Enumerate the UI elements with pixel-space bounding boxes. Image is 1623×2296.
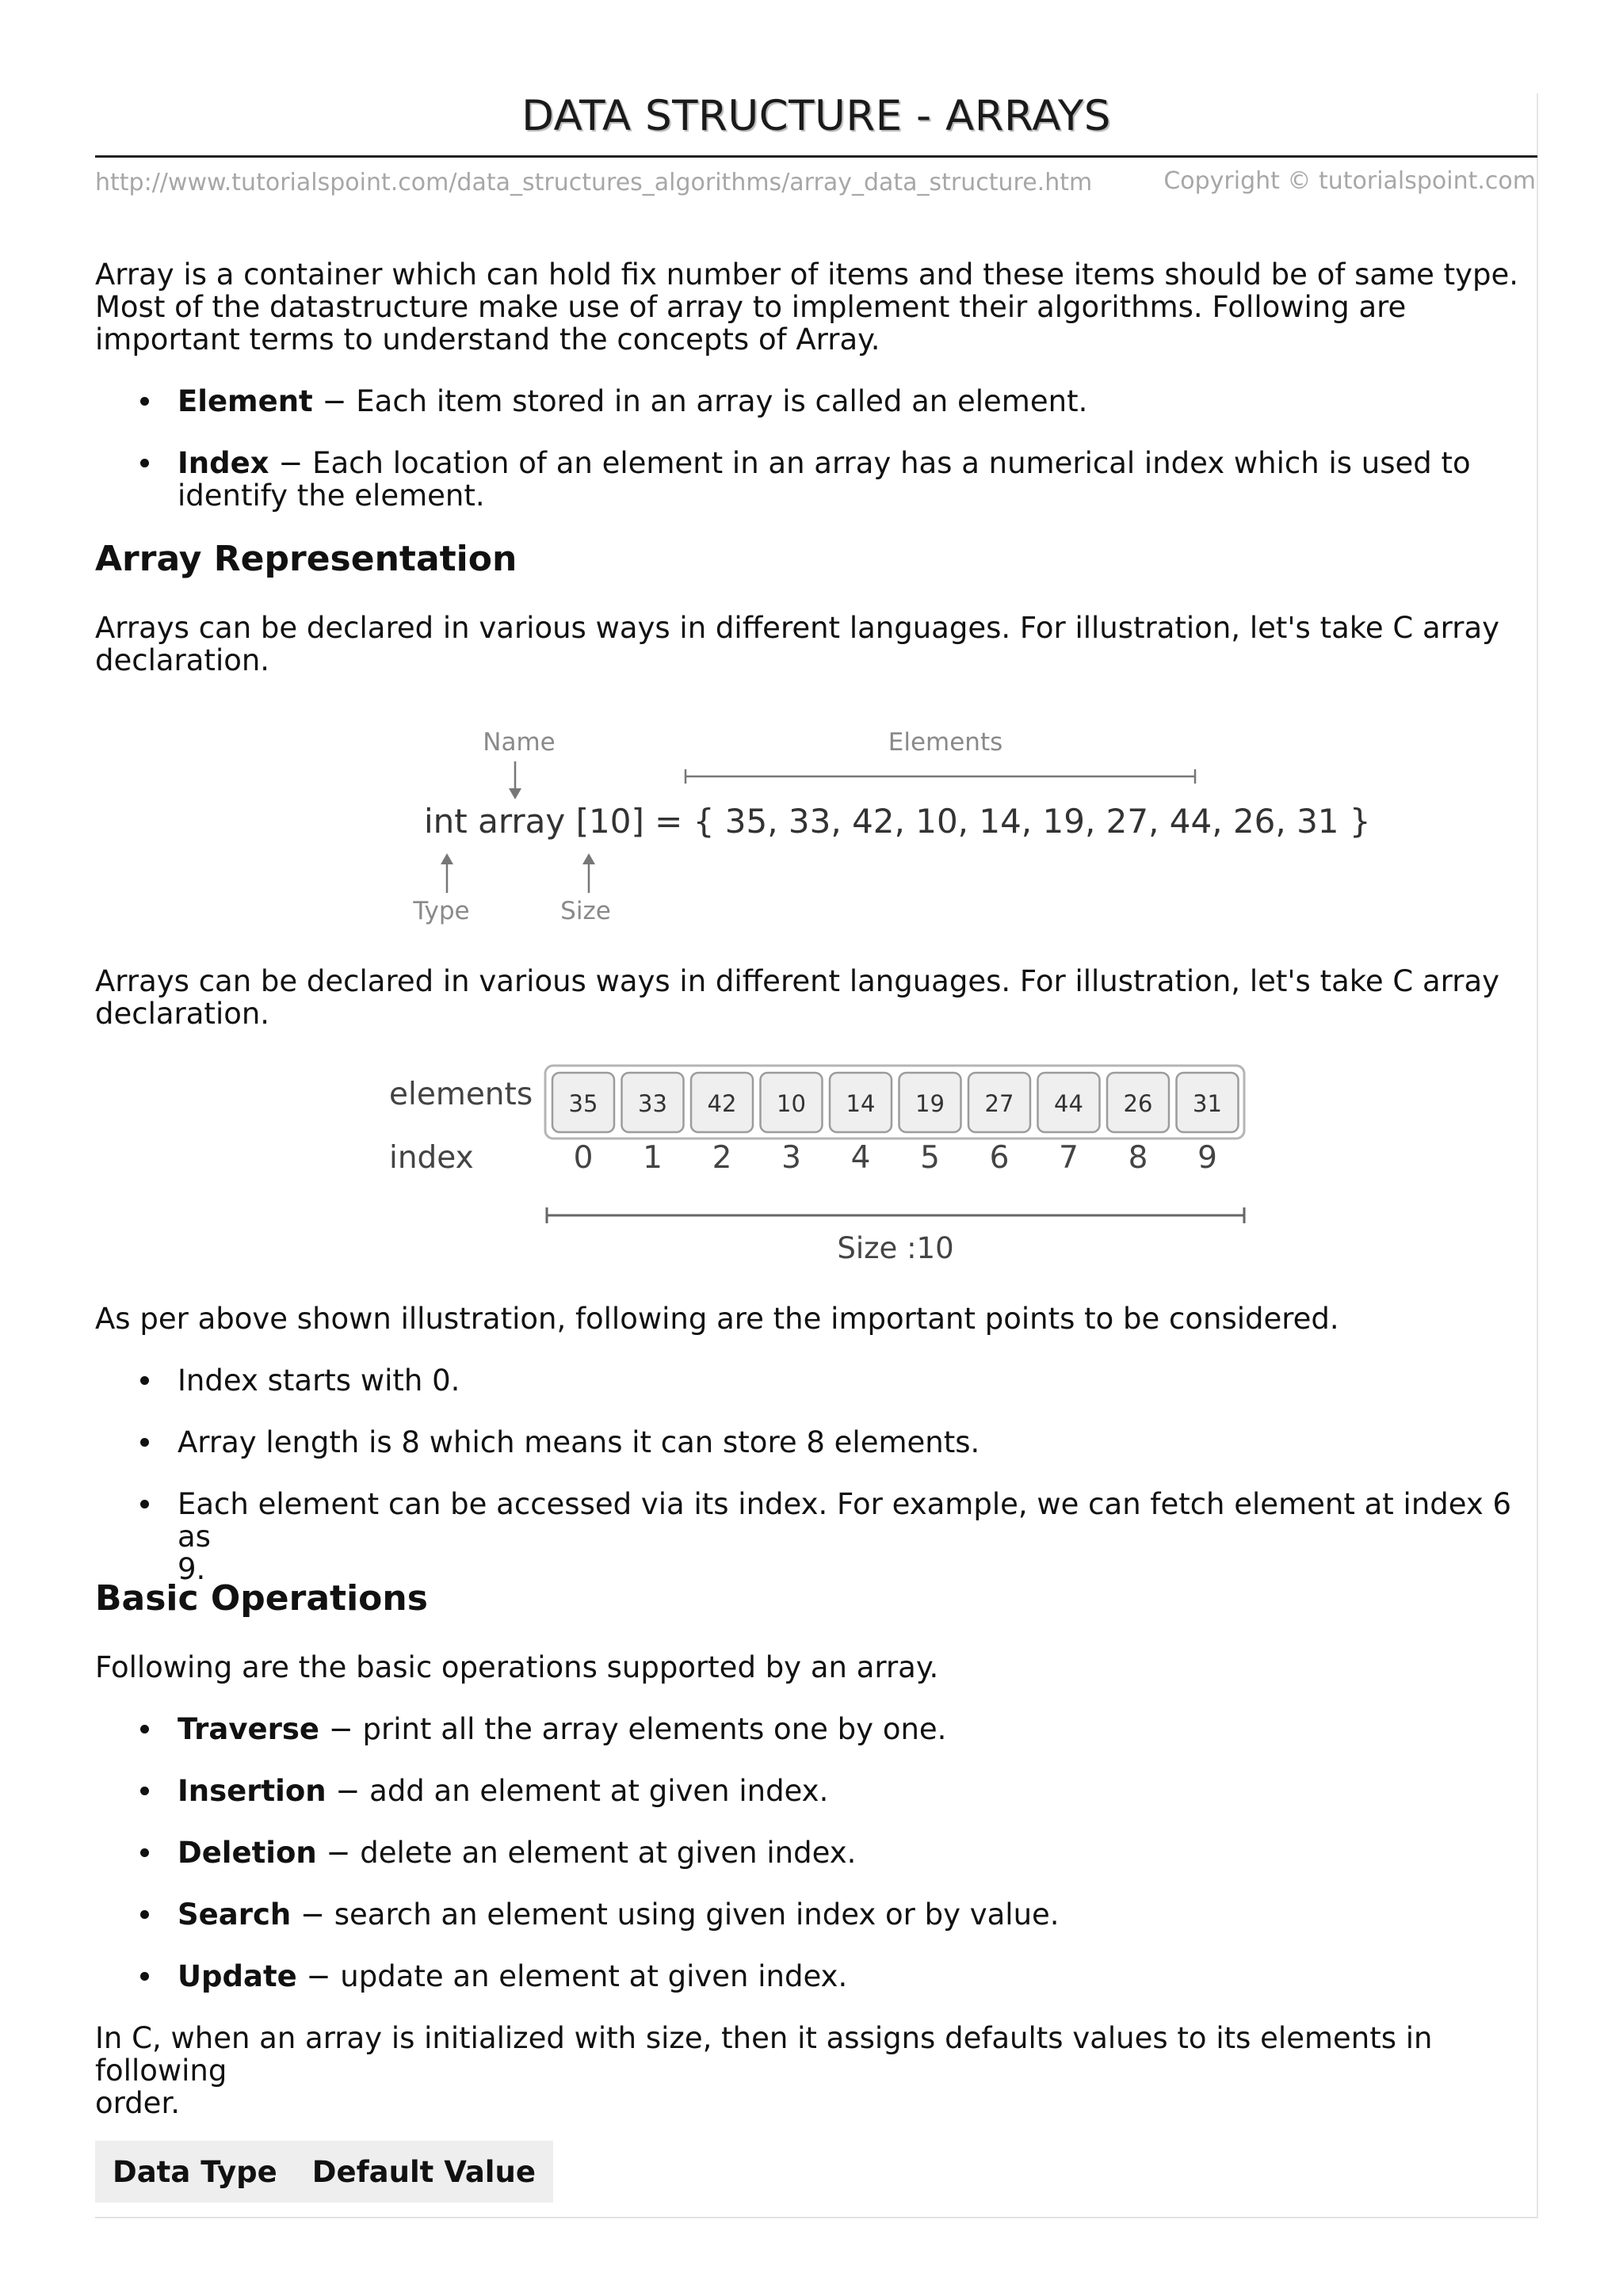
table-header-row: [95, 2141, 553, 2203]
operation-separator: −: [291, 1897, 334, 1932]
column-header-data-type: Data Type: [95, 2141, 295, 2203]
array-cell-value: 44: [1054, 1090, 1083, 1117]
array-cell-value: 42: [707, 1090, 737, 1117]
term-description: Each item stored in an array is called an element.: [356, 384, 1088, 418]
term-description: Each location of an element in an array has a numerical index which is used to: [312, 446, 1471, 480]
intro-line: Array is a container which can hold fix number of items and these items should be of same type.: [95, 257, 1519, 292]
size-arrow-up-icon: [582, 853, 595, 864]
page-title: DATA STRUCTURE - ARRAYS: [521, 92, 1111, 140]
elements-label: Elements: [888, 728, 1003, 757]
intro-line: important terms to understand the concepts of Array.: [95, 322, 880, 357]
term-name: Index: [178, 446, 269, 480]
declaration-diagram: [396, 717, 1371, 947]
elements-row-label: elements: [389, 1077, 533, 1112]
operation-update: [143, 1960, 1537, 1993]
name-arrow-down-icon: [509, 788, 521, 799]
intro-paragraph: [95, 258, 1537, 356]
title-divider: [95, 155, 1537, 158]
bullet-dot: [140, 1972, 149, 1981]
intro-line: Most of the datastructure make use of array to implement their algorithms. Following are: [95, 290, 1407, 324]
representation-paragraph-2: [95, 965, 1537, 1030]
size-label: Size: [560, 897, 611, 925]
array-diagram: [380, 1054, 1268, 1276]
term-separator: −: [312, 384, 357, 418]
paragraph-line: declaration.: [95, 643, 270, 677]
point-item: [143, 1426, 1537, 1459]
operation-search: [143, 1898, 1537, 1931]
points-intro: As per above shown illustration, following are the important points to be considered.: [95, 1302, 1339, 1336]
operation-name: Insertion: [178, 1774, 327, 1808]
operation-description: delete an element at given index.: [360, 1836, 857, 1870]
defaults-paragraph: [95, 2022, 1537, 2119]
point-text: 9.: [178, 1552, 206, 1586]
bullet-dot: [140, 1910, 149, 1919]
bullet-dot: [140, 397, 149, 406]
declaration-code: int array [10] = { 35, 33, 42, 10, 14, 19, 27, 44, 26, 31 }: [424, 802, 1371, 841]
bullet-dot: [140, 1500, 149, 1508]
source-url[interactable]: http://www.tutorialspoint.com/data_structures_algorithms/array_data_structure.htm: [95, 169, 1093, 196]
operation-description: update an element at given index.: [340, 1959, 848, 1993]
term-name: Element: [178, 384, 313, 418]
array-cell-value: 27: [984, 1090, 1014, 1117]
array-cell-value: 19: [915, 1090, 945, 1117]
operation-traverse: [143, 1713, 1537, 1745]
point-text: Each element can be accessed via its index. For example, we can fetch element at index 6 as: [178, 1487, 1512, 1554]
section-heading-representation: Array Representation: [95, 539, 517, 579]
array-index-value: 9: [1197, 1140, 1217, 1176]
section-heading-operations: Basic Operations: [95, 1578, 428, 1619]
array-index-value: 5: [920, 1140, 940, 1176]
operation-separator: −: [296, 1959, 341, 1993]
copyright-notice: Copyright © tutorialspoint.com: [1163, 167, 1536, 195]
operation-description: search an element using given index or by value.: [334, 1897, 1060, 1932]
array-cell-value: 14: [846, 1090, 876, 1117]
array-cell-value: 33: [638, 1090, 667, 1117]
array-index-value: 4: [850, 1140, 871, 1176]
operation-separator: −: [319, 1712, 363, 1746]
operation-insertion: [143, 1775, 1537, 1807]
operation-name: Deletion: [178, 1836, 317, 1870]
bullet-dot: [140, 1376, 149, 1385]
array-index-value: 0: [573, 1140, 594, 1176]
paragraph-line: Arrays can be declared in various ways in different languages. For illustration, let's take C array: [95, 611, 1500, 645]
paragraph-line: order.: [95, 2086, 181, 2120]
term-index: [143, 447, 1537, 512]
defaults-table: [95, 2141, 553, 2203]
array-index-value: 2: [712, 1140, 732, 1176]
index-row-label: index: [389, 1140, 474, 1176]
bottom-border: [95, 2217, 1538, 2218]
array-cell-value: 31: [1193, 1090, 1222, 1117]
point-item: [143, 1488, 1537, 1585]
operation-description: print all the array elements one by one.: [362, 1712, 947, 1746]
operation-name: Search: [178, 1897, 292, 1932]
operation-deletion: [143, 1836, 1537, 1869]
type-label: Type: [413, 897, 470, 925]
point-item: [143, 1364, 1537, 1397]
operations-intro: Following are the basic operations supported by an array.: [95, 1650, 939, 1684]
size-text: Size :10: [837, 1231, 954, 1265]
bullet-dot: [140, 1438, 149, 1447]
array-index-value: 1: [643, 1140, 663, 1176]
term-description: identify the element.: [178, 479, 485, 513]
array-index-value: 8: [1128, 1140, 1148, 1176]
point-text: Array length is 8 which means it can store 8 elements.: [178, 1425, 980, 1459]
bullet-dot: [140, 1725, 149, 1733]
term-separator: −: [269, 446, 313, 480]
term-element: [143, 385, 1537, 418]
representation-paragraph: [95, 612, 1537, 677]
bullet-dot: [140, 459, 149, 467]
paragraph-line: In C, when an array is initialized with size, then it assigns defaults values to its elements in following: [95, 2021, 1433, 2088]
array-cell-value: 26: [1123, 1090, 1153, 1117]
column-header-default-value: Default Value: [295, 2141, 553, 2203]
operation-separator: −: [326, 1774, 370, 1808]
array-index-value: 3: [781, 1140, 801, 1176]
paragraph-line: Arrays can be declared in various ways in different languages. For illustration, let's take C array: [95, 964, 1500, 998]
bullet-dot: [140, 1848, 149, 1857]
array-index-value: 6: [989, 1140, 1010, 1176]
name-label: Name: [483, 728, 556, 757]
operation-name: Traverse: [178, 1712, 319, 1746]
point-text: Index starts with 0.: [178, 1363, 460, 1398]
paragraph-line: declaration.: [95, 997, 270, 1031]
array-cell-value: 10: [777, 1090, 806, 1117]
operation-description: add an element at given index.: [369, 1774, 829, 1808]
operation-separator: −: [316, 1836, 361, 1870]
type-arrow-up-icon: [441, 853, 453, 864]
operation-name: Update: [178, 1959, 297, 1993]
array-cell-value: 35: [568, 1090, 598, 1117]
bullet-dot: [140, 1787, 149, 1795]
array-index-value: 7: [1059, 1140, 1079, 1176]
